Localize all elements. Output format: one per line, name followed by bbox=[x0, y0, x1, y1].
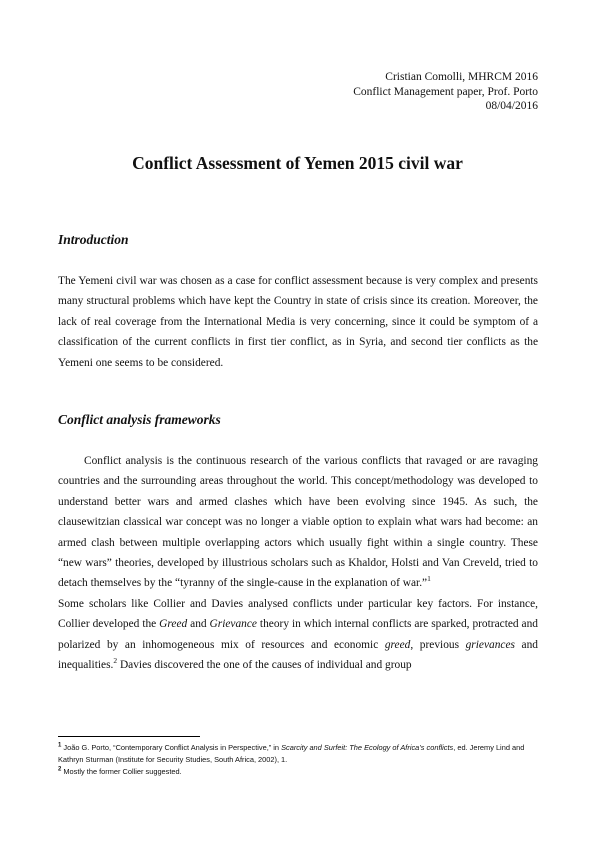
footnote-ref-2[interactable]: 2 bbox=[113, 656, 118, 666]
frameworks-paragraph-1 bbox=[58, 451, 538, 594]
author-line: Cristian Comolli, MHRCM 2016 bbox=[385, 71, 538, 83]
footnotes bbox=[58, 742, 540, 778]
term-grievances: grievances bbox=[465, 638, 515, 651]
p2-text-e: and inequalities. bbox=[58, 638, 538, 672]
p2-text-c: theory in which internal conflicts are sparked, protracted and polarized by an inhomogeneous mix of resources and economic bbox=[58, 618, 538, 651]
p2-text-b: and bbox=[187, 618, 210, 631]
term-greed: Greed bbox=[159, 618, 188, 631]
footnote-1-number: 1 bbox=[58, 742, 62, 749]
introduction-paragraph: The Yemeni civil war was chosen as a case for conflict assessment because is very complex and presents many structural problems which have kept the Country in state of crisis since its creation. Moreover, the lack of real coverage from the International Media is very concerning, since it could be symptom of a classification of the current conflicts in first tier conflict, as in Syria, and second tier conflicts as the Yemeni one seems to be considered. bbox=[58, 275, 538, 369]
p2-text-d: , previous bbox=[410, 638, 466, 651]
frameworks-paragraph-2 bbox=[58, 594, 538, 676]
frameworks-paragraph-1-text: Conflict analysis is the continuous research of the various conflicts that ravaged or are ravaging countries and the surrounding areas throughout the world. This concept/methodology was developed to understand better wars and armed clashes which have been evolving since 1945. As such, the clausewitzian classical war concept was no longer a viable option to explain what wars had become: an armed clash between multiple overlapping actors which usually fight within a single country. These “new wars” theories, developed by illustrious scholars such as Khaldor, Holsti and Van Creveld, tried to detach themselves by the “tyranny of the single-cause in the explanation of war.” bbox=[58, 455, 538, 590]
paper-header bbox=[353, 70, 538, 114]
section-heading-frameworks: Conflict analysis frameworks bbox=[58, 412, 221, 427]
footnote-1-text-a: João G. Porto, “Contemporary Conflict Analysis in Perspective,” in bbox=[61, 743, 282, 752]
footnote-ref-1[interactable]: 1 bbox=[427, 574, 431, 584]
footnote-2-number: 2 bbox=[58, 766, 62, 773]
p2-text-f: Davies discovered the one of the causes of individual and group bbox=[117, 659, 412, 672]
term-greed-lower: greed bbox=[384, 638, 411, 651]
footnote-2-text: Mostly the former Collier suggested. bbox=[61, 767, 182, 776]
footnote-separator bbox=[58, 736, 200, 737]
p2-text-a: Some scholars like Collier and Davies analysed conflicts under particular key factors. For instance, Collier developed the bbox=[58, 598, 538, 631]
term-grievance: Grievance bbox=[209, 618, 257, 631]
course-line: Conflict Management paper, Prof. Porto bbox=[353, 85, 538, 98]
footnote-1-text-b: , ed. Jeremy Lind and Kathryn Sturman (Institute for Security Studies, South Africa, 2002), 1. bbox=[58, 743, 525, 764]
section-heading-introduction: Introduction bbox=[58, 232, 129, 247]
footnote-2 bbox=[58, 766, 540, 778]
footnote-1-book-title: Scarcity and Surfeit: The Ecology of Africa’s conflicts bbox=[281, 743, 454, 752]
paper-title: Conflict Assessment of Yemen 2015 civil war bbox=[132, 153, 463, 173]
date-line: 08/04/2016 bbox=[485, 100, 538, 112]
footnote-1 bbox=[58, 742, 540, 766]
